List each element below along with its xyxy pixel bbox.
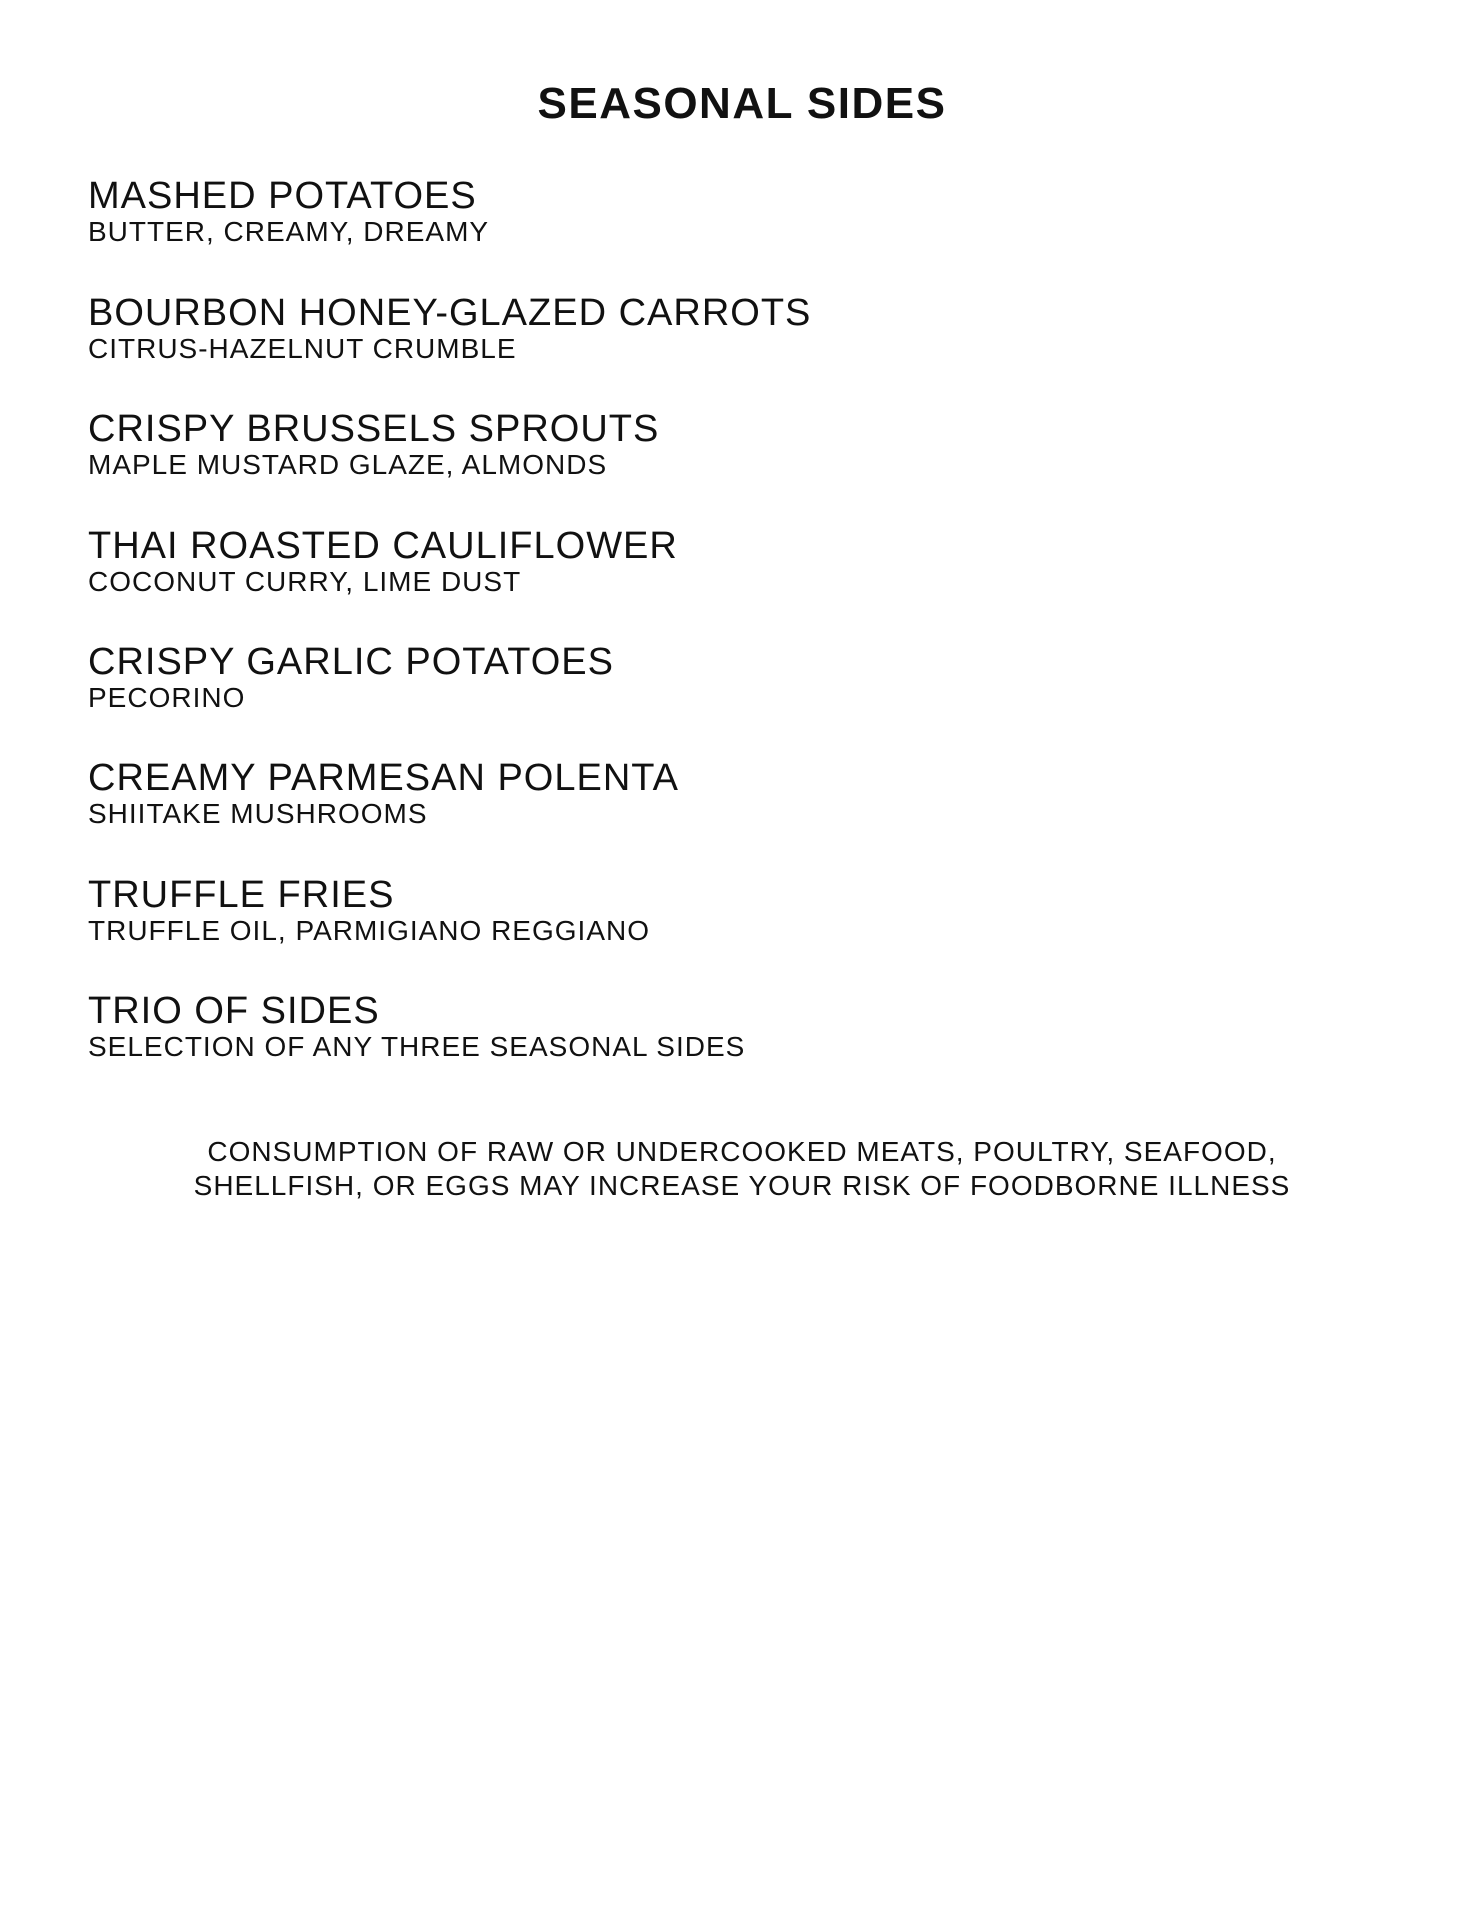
menu-item-description: PECORINO (88, 682, 246, 713)
menu-item-name: BOURBON HONEY-GLAZED CARROTS (88, 292, 812, 334)
menu-item (88, 292, 1388, 364)
menu-item-description: BUTTER, CREAMY, DREAMY (88, 216, 490, 247)
menu-item (88, 175, 1388, 247)
menu-item-name: CRISPY GARLIC POTATOES (88, 641, 614, 683)
menu-item (88, 874, 1388, 946)
menu-item-name: TRUFFLE FRIES (88, 874, 395, 916)
menu-item-name: MASHED POTATOES (88, 175, 477, 217)
menu-item-description: TRUFFLE OIL, PARMIGIANO REGGIANO (88, 915, 650, 946)
menu-item-description: COCONUT CURRY, LIME DUST (88, 566, 522, 597)
menu-item (88, 990, 1388, 1062)
menu-item-name: CRISPY BRUSSELS SPROUTS (88, 408, 660, 450)
menu-item (88, 408, 1388, 480)
menu-title: SEASONAL SIDES (537, 79, 947, 128)
menu-item-description: SELECTION OF ANY THREE SEASONAL SIDES (88, 1031, 746, 1062)
menu-item-name: CREAMY PARMESAN POLENTA (88, 757, 680, 799)
menu-item-description: CITRUS-HAZELNUT CRUMBLE (88, 333, 517, 364)
menu-item (88, 525, 1388, 597)
menu-item-description: MAPLE MUSTARD GLAZE, ALMONDS (88, 449, 608, 480)
menu-item (88, 641, 1388, 713)
menu-item-name: TRIO OF SIDES (88, 990, 380, 1032)
disclaimer-line: CONSUMPTION OF RAW OR UNDERCOOKED MEATS, POULTRY, SEAFOOD, (207, 1136, 1277, 1167)
menu-item-description: SHIITAKE MUSHROOMS (88, 798, 428, 829)
disclaimer-line: SHELLFISH, OR EGGS MAY INCREASE YOUR RISK OF FOODBORNE ILLNESS (193, 1170, 1291, 1201)
food-safety-disclaimer (0, 1135, 1484, 1203)
menu-item (88, 757, 1388, 829)
menu-item-name: THAI ROASTED CAULIFLOWER (88, 525, 678, 567)
